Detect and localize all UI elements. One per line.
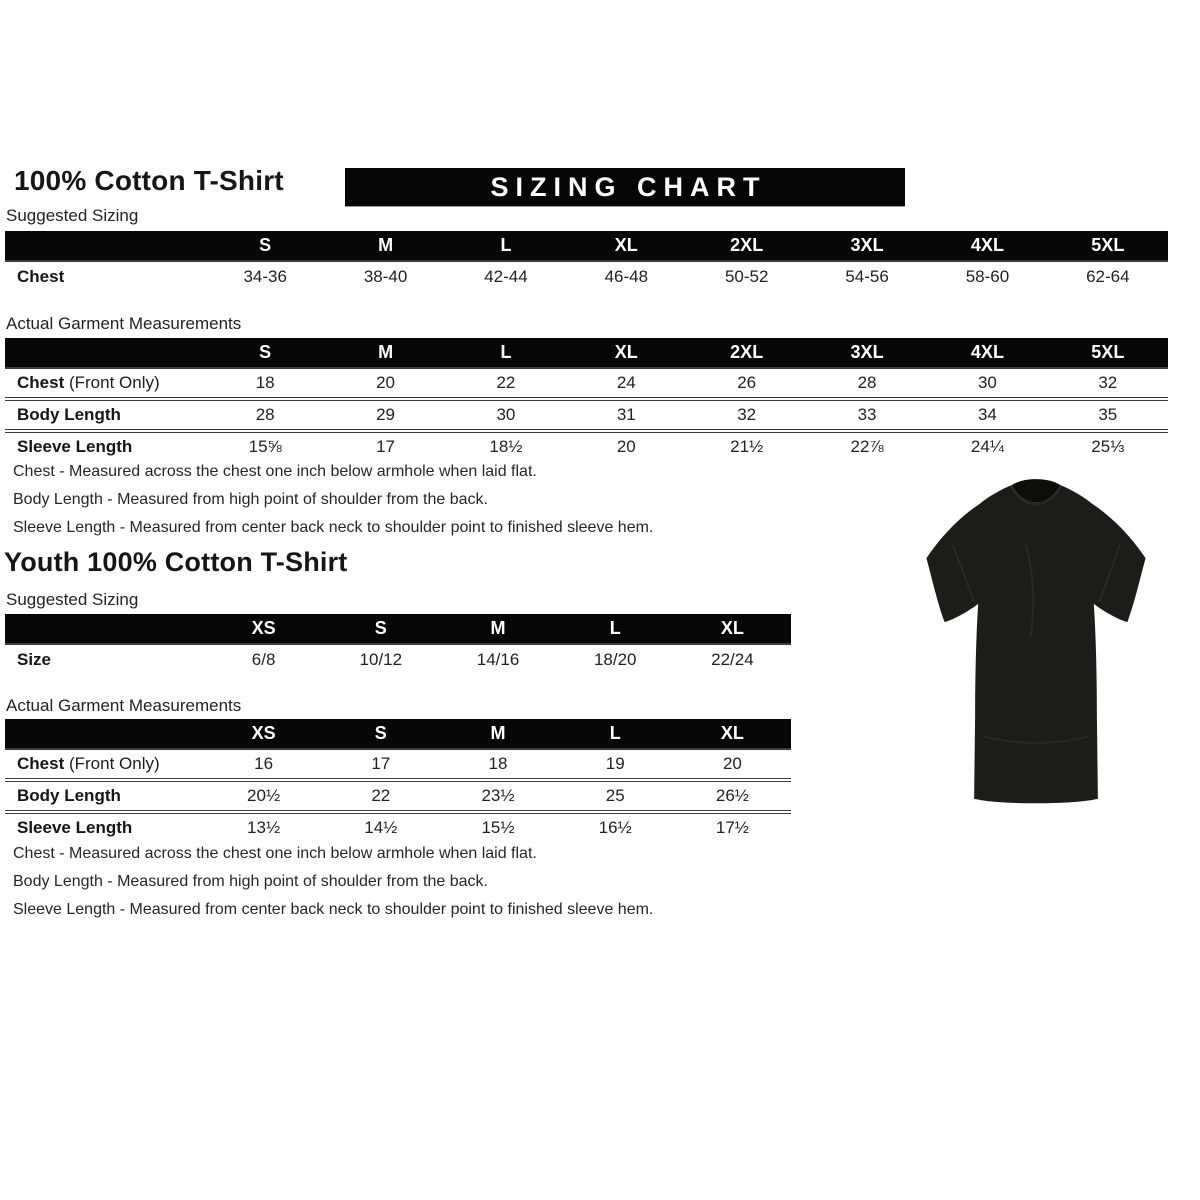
value-cell: 20 xyxy=(722,754,742,773)
table-row xyxy=(5,810,791,842)
value-cell: 26 xyxy=(737,373,757,392)
column-header: 3XL xyxy=(850,235,884,255)
row-label: Body Length xyxy=(17,405,121,424)
value-cell: 22 xyxy=(496,373,516,392)
column-header: XL xyxy=(720,723,744,743)
value-cell: 10/12 xyxy=(359,649,403,669)
table-row xyxy=(5,397,1168,429)
table-header-row xyxy=(5,719,791,750)
value-cell: 21½ xyxy=(730,437,764,456)
value-cell: 14½ xyxy=(364,818,398,837)
note-line: Body Length - Measured from high point of shoulder from the back. xyxy=(13,873,488,890)
column-header: S xyxy=(259,342,272,362)
column-header: XS xyxy=(251,723,276,743)
value-cell: 18/20 xyxy=(593,649,637,669)
value-cell: 19 xyxy=(605,754,625,773)
row-label: Chest (Front Only) xyxy=(17,754,160,773)
value-cell: 24¼ xyxy=(970,437,1004,456)
note-line: Chest - Measured across the chest one inch below armhole when laid flat. xyxy=(13,845,537,862)
column-header: S xyxy=(374,723,387,743)
column-header: 2XL xyxy=(730,235,764,255)
column-header: S xyxy=(374,618,387,638)
value-cell: 16½ xyxy=(598,818,632,837)
column-header: S xyxy=(259,235,272,255)
value-cell: 33 xyxy=(857,405,877,424)
value-cell: 16 xyxy=(254,754,274,773)
value-cell: 26½ xyxy=(715,786,749,805)
youth-suggested-sizing-label: Suggested Sizing xyxy=(6,590,139,609)
column-header: XL xyxy=(720,618,744,638)
value-cell: 58-60 xyxy=(965,266,1010,286)
value-cell: 18½ xyxy=(489,437,523,456)
adult-measurement-notes xyxy=(13,458,653,542)
value-cell: 42-44 xyxy=(484,266,528,286)
youth-garment-measurements-label: Actual Garment Measurements xyxy=(6,696,242,715)
column-header: L xyxy=(500,235,512,255)
sizing-chart-banner: SIZING CHART xyxy=(345,168,905,206)
value-cell: 22⅞ xyxy=(850,437,884,456)
column-header: XL xyxy=(614,342,638,362)
value-cell: 28 xyxy=(255,405,275,424)
value-cell: 22 xyxy=(371,786,391,805)
value-cell: 30 xyxy=(496,405,516,424)
tshirt-photo xyxy=(882,473,1190,818)
product-title: 100% Cotton T-Shirt xyxy=(14,165,284,196)
value-cell: 31 xyxy=(616,405,636,424)
value-cell: 34 xyxy=(977,405,997,424)
row-label: Body Length xyxy=(17,786,121,805)
column-header: M xyxy=(490,618,506,638)
value-cell: 46-48 xyxy=(604,266,649,286)
value-cell: 14/16 xyxy=(476,649,520,669)
value-cell: 30 xyxy=(977,373,997,392)
value-cell: 22/24 xyxy=(711,649,754,669)
row-label: Size xyxy=(17,649,52,669)
adult-suggested-sizing-label: Suggested Sizing xyxy=(6,206,139,225)
table-row xyxy=(5,369,1168,397)
value-cell: 62-64 xyxy=(1086,266,1130,286)
column-header: 4XL xyxy=(970,342,1004,362)
note-line: Body Length - Measured from high point of shoulder from the back. xyxy=(13,491,488,508)
value-cell: 34-36 xyxy=(243,266,287,286)
column-header: XL xyxy=(614,235,638,255)
youth-garment-measurements-table xyxy=(5,719,791,842)
table-header-row xyxy=(5,231,1168,262)
value-cell: 15⅝ xyxy=(248,437,282,456)
value-cell: 20 xyxy=(376,373,396,392)
value-cell: 18 xyxy=(255,373,275,392)
column-header: M xyxy=(490,723,506,743)
youth-measurement-notes xyxy=(13,840,653,924)
value-cell: 17 xyxy=(376,437,396,456)
value-cell: 25 xyxy=(605,786,625,805)
value-cell: 18 xyxy=(488,754,508,773)
table-row xyxy=(5,778,791,810)
column-header: 5XL xyxy=(1091,342,1125,362)
value-cell: 15½ xyxy=(481,818,515,837)
adult-suggested-sizing-table xyxy=(5,231,1168,291)
row-label: Chest xyxy=(17,266,65,286)
value-cell: 35 xyxy=(1098,405,1118,424)
value-cell: 23½ xyxy=(481,786,515,805)
column-header: XS xyxy=(251,618,276,638)
value-cell: 28 xyxy=(857,373,877,392)
column-header: M xyxy=(378,235,394,255)
value-cell: 25⅓ xyxy=(1091,437,1125,456)
row-label: Sleeve Length xyxy=(17,818,133,837)
column-header: 4XL xyxy=(970,235,1004,255)
adult-garment-measurements-label: Actual Garment Measurements xyxy=(6,314,242,333)
value-cell: 32 xyxy=(1098,373,1118,392)
table-header-row xyxy=(5,338,1168,369)
column-header: L xyxy=(609,723,621,743)
value-cell: 50-52 xyxy=(724,266,769,286)
value-cell: 17½ xyxy=(715,818,749,837)
note-line: Sleeve Length - Measured from center back neck to shoulder point to finished sleeve hem. xyxy=(13,901,654,918)
note-line: Sleeve Length - Measured from center back neck to shoulder point to finished sleeve hem. xyxy=(13,519,654,536)
value-cell: 20½ xyxy=(247,786,281,805)
table-row xyxy=(5,645,791,674)
table-row xyxy=(5,429,1168,461)
column-header: 3XL xyxy=(850,342,884,362)
table-row xyxy=(5,750,791,778)
value-cell: 38-40 xyxy=(363,266,408,286)
value-cell: 13½ xyxy=(247,818,281,837)
column-header: L xyxy=(500,342,512,362)
table-header-row xyxy=(5,614,791,645)
row-label: Sleeve Length xyxy=(17,437,133,456)
column-header: M xyxy=(378,342,394,362)
value-cell: 24 xyxy=(616,373,636,392)
note-line: Chest - Measured across the chest one inch below armhole when laid flat. xyxy=(13,463,537,480)
value-cell: 17 xyxy=(371,754,391,773)
column-header: L xyxy=(609,618,621,638)
value-cell: 29 xyxy=(376,405,396,424)
value-cell: 32 xyxy=(737,405,757,424)
adult-garment-measurements-table xyxy=(5,338,1168,461)
value-cell: 6/8 xyxy=(251,649,276,669)
value-cell: 54-56 xyxy=(845,266,889,286)
column-header: 5XL xyxy=(1091,235,1125,255)
row-label: Chest (Front Only) xyxy=(17,373,160,392)
youth-suggested-sizing-table xyxy=(5,614,791,674)
column-header: 2XL xyxy=(730,342,764,362)
table-row xyxy=(5,262,1168,291)
youth-product-title: Youth 100% Cotton T-Shirt xyxy=(4,547,348,577)
tshirt-body xyxy=(926,485,1145,803)
value-cell: 20 xyxy=(616,437,636,456)
